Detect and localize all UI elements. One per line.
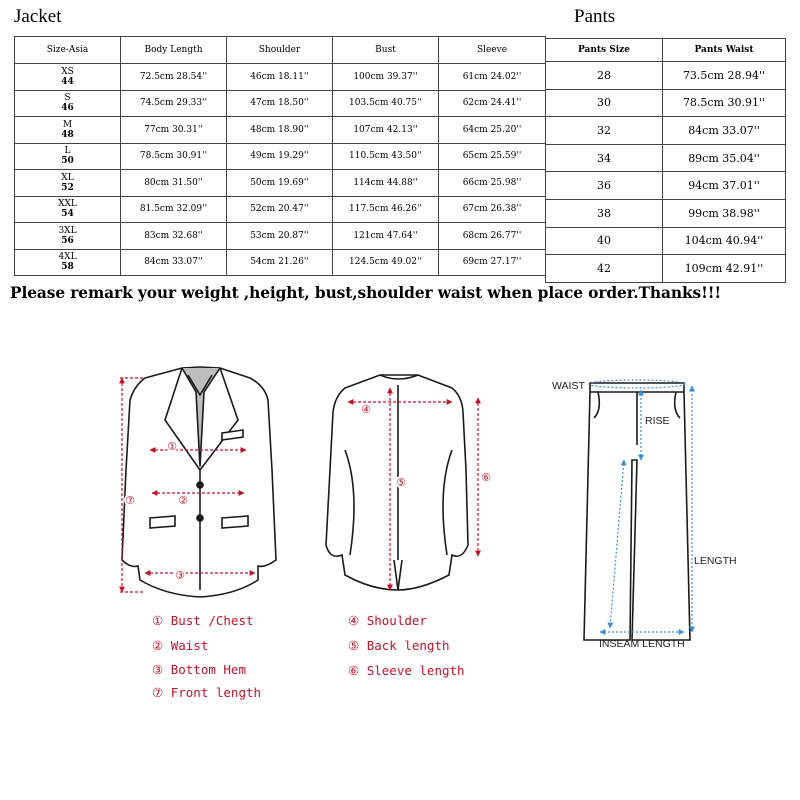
- bust-cell: 121cm 47.64'': [333, 223, 439, 250]
- marker-6: ⑥: [481, 471, 491, 484]
- body-length-cell: 74.5cm 29.33'': [121, 90, 227, 117]
- eu-size: 52: [61, 182, 74, 193]
- legend-front-length: ⑦ Front length: [152, 685, 262, 700]
- jacket-header-bust: Bust: [333, 37, 439, 64]
- table-row: [15, 249, 546, 276]
- jacket-header-size: Size-Asia: [15, 37, 121, 64]
- size-label: M: [62, 119, 73, 130]
- eu-size: 50: [61, 156, 74, 167]
- sleeve-cell: 65cm 25.59'': [439, 143, 546, 170]
- size-label: XL: [61, 172, 74, 183]
- pants-drawing: [584, 383, 690, 640]
- order-remark: Please remark your weight ,height, bust,shoulder waist when place order.Thanks!!!: [10, 284, 722, 302]
- marker-3: ③: [175, 569, 185, 582]
- eu-size: 48: [61, 129, 74, 140]
- legend-back-length: ⑤ Back length: [348, 638, 450, 653]
- jacket-front-drawing: [122, 367, 276, 597]
- table-row: [15, 117, 546, 144]
- bust-cell: 110.5cm 43.50'': [333, 143, 439, 170]
- table-row: [15, 64, 546, 91]
- shoulder-cell: 47cm 18.50'': [227, 90, 333, 117]
- pants-size-cell: 32: [546, 117, 663, 145]
- eu-size: 46: [61, 103, 74, 114]
- pants-waist-cell: 99cm 38.98'': [663, 199, 786, 227]
- table-row: [15, 170, 546, 197]
- size-cell: [15, 64, 121, 91]
- legend-bottom-hem: ③ Bottom Hem: [152, 662, 246, 677]
- pants-header-size: Pants Size: [546, 39, 663, 62]
- table-row: [15, 90, 546, 117]
- jacket-header-sleeve: Sleeve: [439, 37, 546, 64]
- marker-1: ①: [167, 440, 177, 453]
- pants-header-waist: Pants Waist: [663, 39, 786, 62]
- body-length-cell: 80cm 31.50'': [121, 170, 227, 197]
- bust-cell: 124.5cm 49.02'': [333, 249, 439, 276]
- body-length-cell: 78.5cm 30.91'': [121, 143, 227, 170]
- bust-cell: 100cm 39.37'': [333, 64, 439, 91]
- table-row: [546, 199, 786, 227]
- bust-cell: 107cm 42.13'': [333, 117, 439, 144]
- table-row: [546, 117, 786, 145]
- size-cell: [15, 196, 121, 223]
- body-length-cell: 72.5cm 28.54'': [121, 64, 227, 91]
- size-label: XS: [61, 66, 74, 77]
- body-length-cell: 83cm 32.68'': [121, 223, 227, 250]
- size-cell: [15, 249, 121, 276]
- pants-size-cell: 30: [546, 89, 663, 117]
- pants-label-waist: WAIST: [552, 380, 585, 392]
- legend: [152, 613, 465, 700]
- pants-waist-cell: 78.5cm 30.91'': [663, 89, 786, 117]
- table-row: [15, 143, 546, 170]
- sleeve-cell: 67cm 26.38'': [439, 196, 546, 223]
- table-row: [546, 144, 786, 172]
- table-row: [15, 196, 546, 223]
- sleeve-cell: 62cm 24.41'': [439, 90, 546, 117]
- pants-size-cell: 42: [546, 255, 663, 283]
- table-row: [546, 89, 786, 117]
- table-row: [15, 223, 546, 250]
- shoulder-cell: 48cm 18.90'': [227, 117, 333, 144]
- eu-size: 58: [61, 262, 74, 273]
- sleeve-cell: 66cm 25.98'': [439, 170, 546, 197]
- size-label: L: [64, 146, 71, 157]
- size-label: S: [64, 93, 71, 104]
- marker-4: ④: [361, 403, 371, 416]
- shoulder-cell: 46cm 18.11'': [227, 64, 333, 91]
- shoulder-cell: 54cm 21.26'': [227, 249, 333, 276]
- table-row: [546, 62, 786, 90]
- shoulder-cell: 49cm 19.29'': [227, 143, 333, 170]
- jacket-header-body-length: Body Length: [121, 37, 227, 64]
- jacket-header-shoulder: Shoulder: [227, 37, 333, 64]
- jacket-header-row: [15, 37, 546, 64]
- pants-waist-cell: 84cm 33.07'': [663, 117, 786, 145]
- table-row: [546, 172, 786, 200]
- eu-size: 56: [61, 235, 74, 246]
- body-length-cell: 84cm 33.07'': [121, 249, 227, 276]
- measurement-diagram: [0, 300, 800, 730]
- pants-waist-cell: 89cm 35.04'': [663, 144, 786, 172]
- size-label: 3XL: [58, 225, 77, 236]
- body-length-cell: 77cm 30.31'': [121, 117, 227, 144]
- pants-size-cell: 38: [546, 199, 663, 227]
- pants-title: Pants: [574, 6, 616, 27]
- shoulder-cell: 52cm 20.47'': [227, 196, 333, 223]
- table-row: [546, 255, 786, 283]
- pants-size-cell: 34: [546, 144, 663, 172]
- size-cell: [15, 170, 121, 197]
- marker-2: ②: [178, 494, 188, 507]
- marker-5: ⑤: [396, 476, 406, 489]
- bust-cell: 103.5cm 40.75'': [333, 90, 439, 117]
- shoulder-cell: 50cm 19.69'': [227, 170, 333, 197]
- pants-header-row: [546, 39, 786, 62]
- size-label: 4XL: [58, 252, 77, 263]
- jacket-title: Jacket: [14, 6, 62, 27]
- table-row: [546, 227, 786, 255]
- size-cell: [15, 223, 121, 250]
- eu-size: 44: [61, 76, 74, 87]
- legend-shoulder: ④ Shoulder: [348, 613, 427, 628]
- size-cell: [15, 143, 121, 170]
- pants-label-length: LENGTH: [694, 555, 737, 567]
- pants-size-cell: 28: [546, 62, 663, 90]
- shoulder-cell: 53cm 20.87'': [227, 223, 333, 250]
- sleeve-cell: 64cm 25.20'': [439, 117, 546, 144]
- jacket-size-table: [14, 36, 546, 276]
- size-cell: [15, 117, 121, 144]
- pants-label-inseam: INSEAM LENGTH: [599, 638, 685, 650]
- pants-size-cell: 40: [546, 227, 663, 255]
- bust-cell: 114cm 44.88'': [333, 170, 439, 197]
- pants-label-rise: RISE: [645, 415, 670, 427]
- sleeve-cell: 68cm 26.77'': [439, 223, 546, 250]
- pants-waist-cell: 109cm 42.91'': [663, 255, 786, 283]
- eu-size: 54: [61, 209, 74, 220]
- legend-bust: ① Bust /Chest: [152, 613, 254, 628]
- sleeve-cell: 61cm 24.02'': [439, 64, 546, 91]
- legend-sleeve-length: ⑥ Sleeve length: [348, 663, 465, 678]
- legend-waist: ② Waist: [152, 638, 209, 653]
- pants-size-cell: 36: [546, 172, 663, 200]
- body-length-cell: 81.5cm 32.09'': [121, 196, 227, 223]
- pants-waist-cell: 94cm 37.01'': [663, 172, 786, 200]
- size-label: XXL: [58, 199, 77, 210]
- marker-7: ⑦: [125, 494, 135, 507]
- sleeve-cell: 69cm 27.17'': [439, 249, 546, 276]
- pants-size-table: [545, 38, 786, 283]
- pants-waist-cell: 104cm 40.94'': [663, 227, 786, 255]
- bust-cell: 117.5cm 46.26'': [333, 196, 439, 223]
- pants-waist-cell: 73.5cm 28.94'': [663, 62, 786, 90]
- size-cell: [15, 90, 121, 117]
